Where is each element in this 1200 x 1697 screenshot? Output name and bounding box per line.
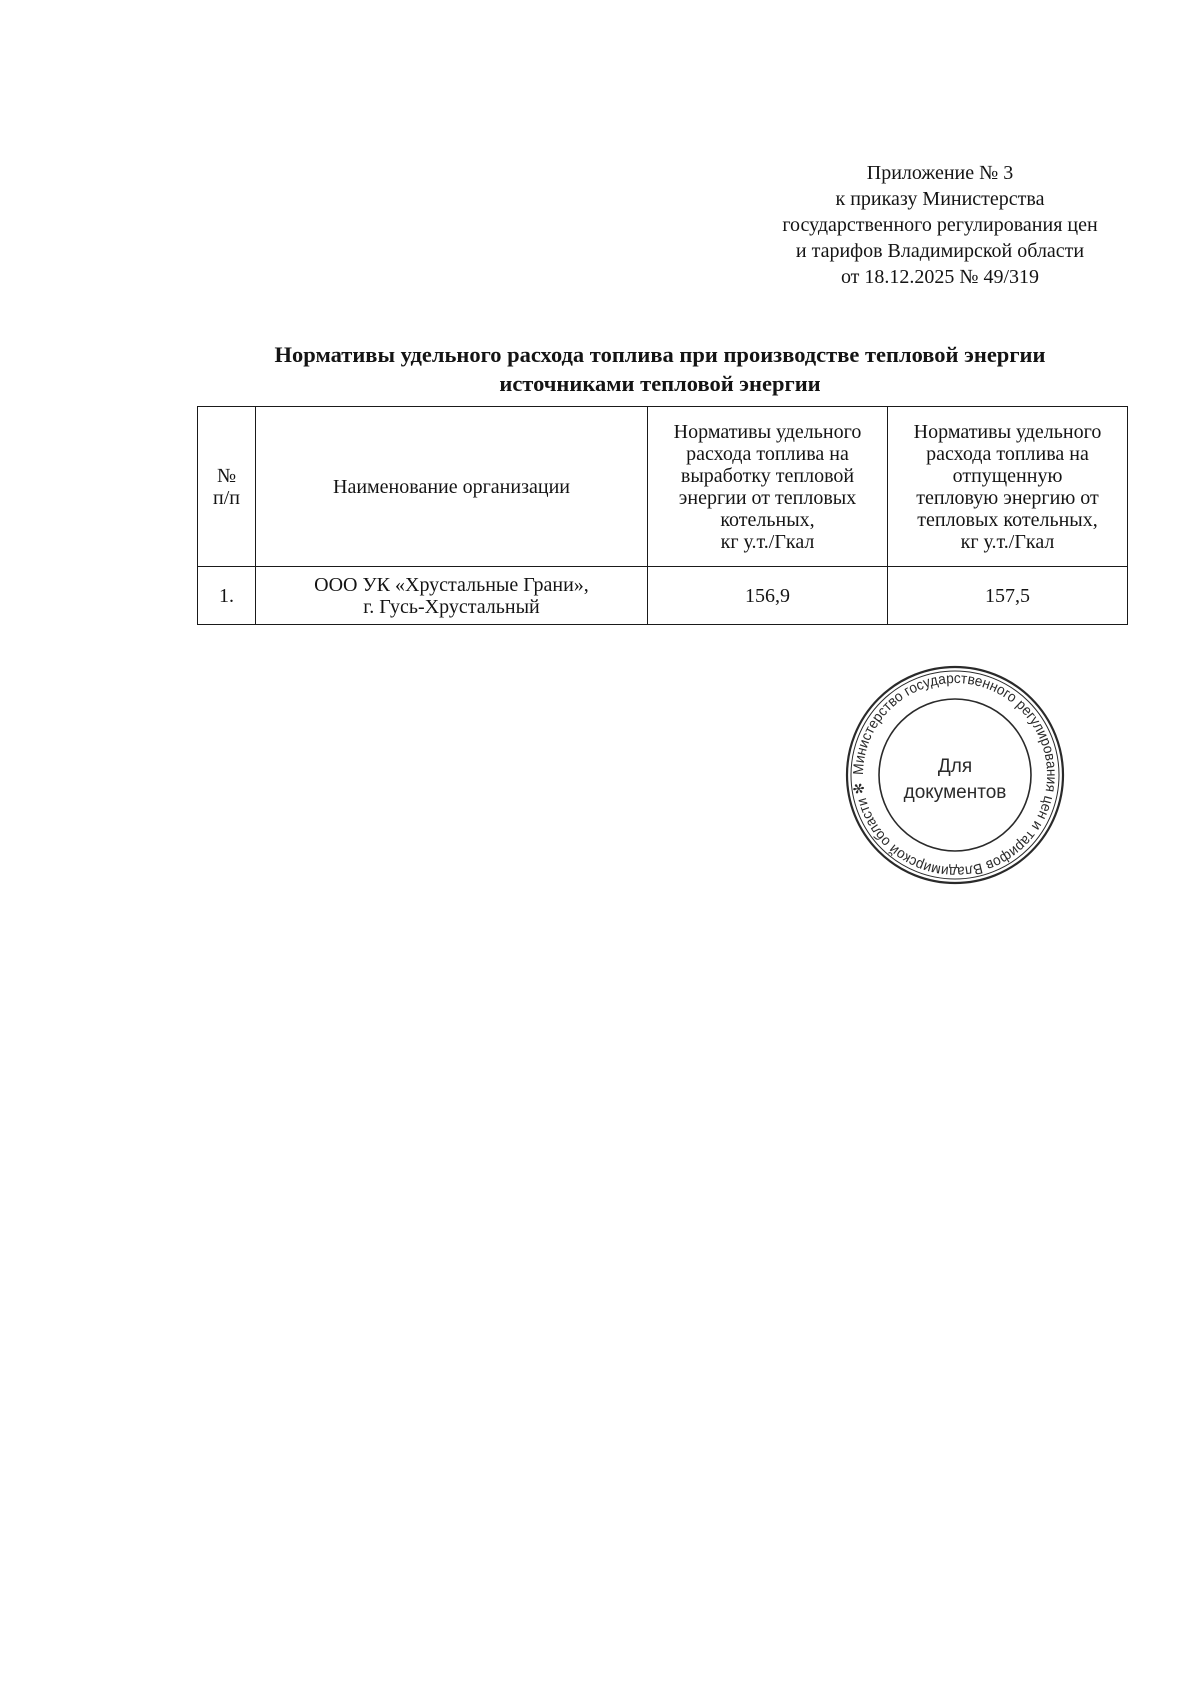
appendix-header bbox=[748, 160, 1132, 290]
title-line: источниками тепловой энергии bbox=[499, 371, 821, 396]
appendix-line: государственного регулирования цен bbox=[782, 214, 1098, 236]
stamp-ring-text: Министерство государственного регулирования цен и тарифов Владимирской области ✻ bbox=[850, 670, 1060, 880]
norms-table bbox=[197, 406, 1128, 625]
row-released-value: 157,5 bbox=[888, 567, 1128, 625]
appendix-line: от 18.12.2025 № 49/319 bbox=[840, 266, 1040, 288]
header-production-norm: Нормативы удельного расхода топлива на выработку тепловой энергии от тепловых котельных, кг у.т./Гкал bbox=[648, 407, 888, 567]
title-line: Нормативы удельного расхода топлива при производстве тепловой энергии bbox=[274, 342, 1046, 367]
table-header-row bbox=[198, 407, 1128, 567]
appendix-line: к приказу Министерства bbox=[835, 188, 1045, 210]
document-title bbox=[190, 340, 1130, 398]
header-number: № п/п bbox=[198, 407, 256, 567]
stamp-center-line2: документов bbox=[903, 782, 1007, 803]
header-released-norm: Нормативы удельного расхода топлива на отпущенную тепловую энергию от тепловых котельных, кг у.т./Гкал bbox=[888, 407, 1128, 567]
row-organization: ООО УК «Хрустальные Грани», г. Гусь-Хрустальный bbox=[256, 567, 648, 625]
stamp-center-line1: Для bbox=[937, 756, 973, 777]
header-organization: Наименование организации bbox=[256, 407, 648, 567]
table-row bbox=[198, 567, 1128, 625]
appendix-line: и тарифов Владимирской области bbox=[795, 240, 1085, 262]
official-stamp bbox=[840, 660, 1070, 890]
appendix-line: Приложение № 3 bbox=[866, 162, 1014, 184]
row-production-value: 156,9 bbox=[648, 567, 888, 625]
row-number: 1. bbox=[198, 567, 256, 625]
